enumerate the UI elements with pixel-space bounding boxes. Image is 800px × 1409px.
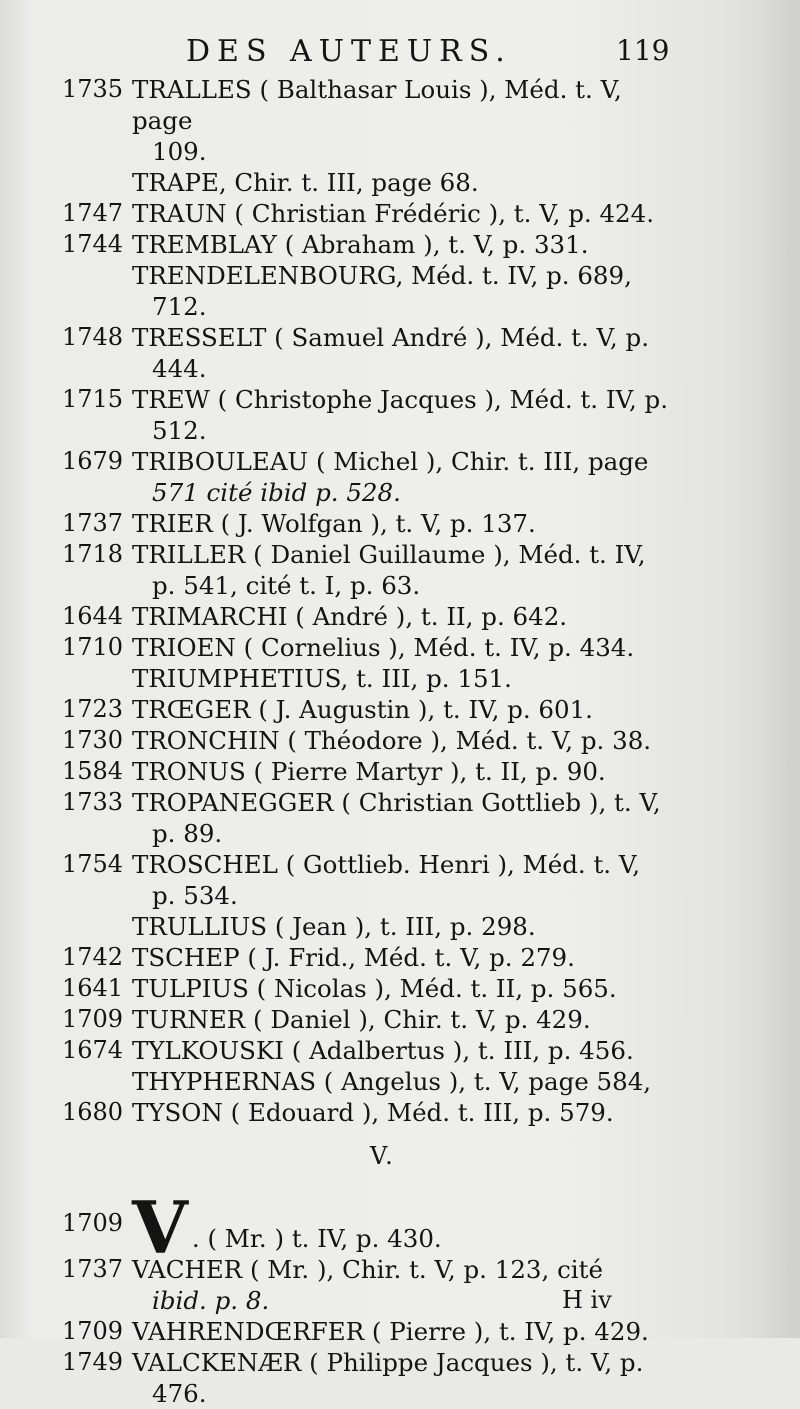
page-number: 119: [616, 34, 670, 67]
entry-text: VACHER ( Mr. ), Chir. t. V, p. 123, cité: [132, 1255, 603, 1284]
entry-text: TRŒGER ( J. Augustin ), t. IV, p. 601.: [132, 695, 593, 724]
author-index-list: [0, 74, 800, 1409]
entry-year: 1749: [62, 1348, 124, 1376]
entry-year: 1742: [62, 943, 124, 971]
index-entry: [0, 787, 800, 849]
entry-year: 1730: [62, 726, 124, 754]
entry-text: . ( Mr. ) t. IV, p. 430.: [191, 1224, 442, 1253]
index-entry: [0, 942, 800, 973]
index-entry: [0, 694, 800, 725]
entry-year: 1737: [62, 1255, 124, 1283]
entry-text: VALCKENÆR ( Philippe Jacques ), t. V, p.: [132, 1348, 644, 1377]
entry-continuation: ibid. p. 8.: [152, 1286, 270, 1315]
entry-continuation: p. 89.: [152, 819, 223, 848]
index-entry: [0, 74, 800, 167]
section-letter: V.: [370, 1142, 395, 1170]
entry-text: TRIOEN ( Cornelius ), Méd. t. IV, p. 434.: [132, 633, 635, 662]
entry-year: 1641: [62, 974, 124, 1002]
entry-text: TRILLER ( Daniel Guillaume ), Méd. t. IV,: [132, 540, 646, 569]
entry-continuation: 109.: [152, 137, 207, 166]
index-entry: [0, 663, 800, 694]
index-entry: [0, 1097, 800, 1128]
index-entry: [0, 539, 800, 601]
running-title: DES AUTEURS.: [186, 34, 512, 69]
entry-continuation: 512.: [152, 416, 207, 445]
section-heading-v: [0, 1128, 800, 1182]
entry-text: TREW ( Christophe Jacques ), Méd. t. IV, p.: [132, 385, 668, 414]
index-entry: [0, 260, 800, 322]
entry-year: 1710: [62, 633, 124, 661]
entry-year: 1709: [62, 1005, 124, 1033]
entry-year: 1744: [62, 230, 124, 258]
entry-year: 1680: [62, 1098, 124, 1126]
index-entry: [0, 601, 800, 632]
entry-text: TRONCHIN ( Théodore ), Méd. t. V, p. 38.: [132, 726, 652, 755]
entry-continuation: 444.: [152, 354, 207, 383]
entry-text: TRIMARCHI ( André ), t. II, p. 642.: [132, 602, 568, 631]
index-entry: [0, 198, 800, 229]
entry-year: 1748: [62, 323, 124, 351]
entry-text: TRAPE, Chir. t. III, page 68.: [132, 168, 479, 197]
entry-continuation: p. 541, cité t. I, p. 63.: [152, 571, 421, 600]
entry-year: 1584: [62, 757, 124, 785]
entry-continuation: 476.: [152, 1379, 207, 1408]
index-entry: [0, 756, 800, 787]
entry-continuation: 712.: [152, 292, 207, 321]
section-v-entries: [0, 1185, 800, 1409]
entry-year: 1709: [62, 1317, 124, 1345]
entry-continuation: p. 534.: [152, 881, 238, 910]
entry-text: TRIUMPHETIUS, t. III, p. 151.: [132, 664, 512, 693]
index-entry: [0, 508, 800, 539]
entry-text: TREMBLAY ( Abraham ), t. V, p. 331.: [132, 230, 589, 259]
entry-year: 1679: [62, 447, 124, 475]
entry-year: 1723: [62, 695, 124, 723]
index-entry: [0, 1347, 800, 1409]
entry-continuation: 571 cité ibid p. 528.: [152, 478, 401, 507]
entry-text: TROPANEGGER ( Christian Gottlieb ), t. V,: [132, 788, 661, 817]
index-entry: [0, 322, 800, 384]
index-entry: [0, 167, 800, 198]
entry-text: TULPIUS ( Nicolas ), Méd. t. II, p. 565.: [132, 974, 617, 1003]
entry-text: TSCHEP ( J. Frid., Méd. t. V, p. 279.: [132, 943, 575, 972]
index-entry: [0, 1254, 800, 1316]
index-entry: [0, 446, 800, 508]
index-entry: [0, 911, 800, 942]
index-entry: [0, 849, 800, 911]
entry-year: 1674: [62, 1036, 124, 1064]
entry-text: TRIBOULEAU ( Michel ), Chir. t. III, page: [132, 447, 649, 476]
index-entry: [0, 1066, 800, 1097]
entry-text: TYLKOUSKI ( Adalbertus ), t. III, p. 456.: [132, 1036, 634, 1065]
entry-year: 1733: [62, 788, 124, 816]
entry-text: THYPHERNAS ( Angelus ), t. V, page 584,: [132, 1067, 652, 1096]
entry-text: TRENDELENBOURG, Méd. t. IV, p. 689,: [132, 261, 632, 290]
index-entry: [0, 1035, 800, 1066]
entry-year: 1737: [62, 509, 124, 537]
entry-text: TRESSELT ( Samuel André ), Méd. t. V, p.: [132, 323, 649, 352]
signature-mark: H iv: [562, 1286, 612, 1314]
index-entry: [0, 973, 800, 1004]
index-entry: [0, 1316, 800, 1347]
index-entry: [0, 1004, 800, 1035]
entry-year: 1644: [62, 602, 124, 630]
entry-text: TRALLES ( Balthasar Louis ), Méd. t. V, page: [132, 75, 622, 135]
entry-text: TURNER ( Daniel ), Chir. t. V, p. 429.: [132, 1005, 591, 1034]
drop-cap: V: [132, 1185, 188, 1270]
entry-text: TRAUN ( Christian Frédéric ), t. V, p. 424.: [132, 199, 655, 228]
entry-text: TROSCHEL ( Gottlieb. Henri ), Méd. t. V,: [132, 850, 641, 879]
entry-year: 1747: [62, 199, 124, 227]
index-entry: [0, 725, 800, 756]
entry-year: 1754: [62, 850, 124, 878]
index-entry: [0, 384, 800, 446]
entry-year: 1709: [62, 1209, 124, 1237]
index-entry: [0, 229, 800, 260]
entry-year: 1718: [62, 540, 124, 568]
index-entry: [0, 632, 800, 663]
entry-text: TRIER ( J. Wolfgan ), t. V, p. 137.: [132, 509, 536, 538]
entry-year: 1735: [62, 75, 124, 103]
entry-text: TRONUS ( Pierre Martyr ), t. II, p. 90.: [132, 757, 606, 786]
page-header: [0, 34, 800, 74]
entry-text: TRULLIUS ( Jean ), t. III, p. 298.: [132, 912, 536, 941]
entry-year: 1715: [62, 385, 124, 413]
entry-text: TYSON ( Edouard ), Méd. t. III, p. 579.: [132, 1098, 614, 1127]
entry-text: VAHRENDŒRFER ( Pierre ), t. IV, p. 429.: [132, 1317, 649, 1346]
